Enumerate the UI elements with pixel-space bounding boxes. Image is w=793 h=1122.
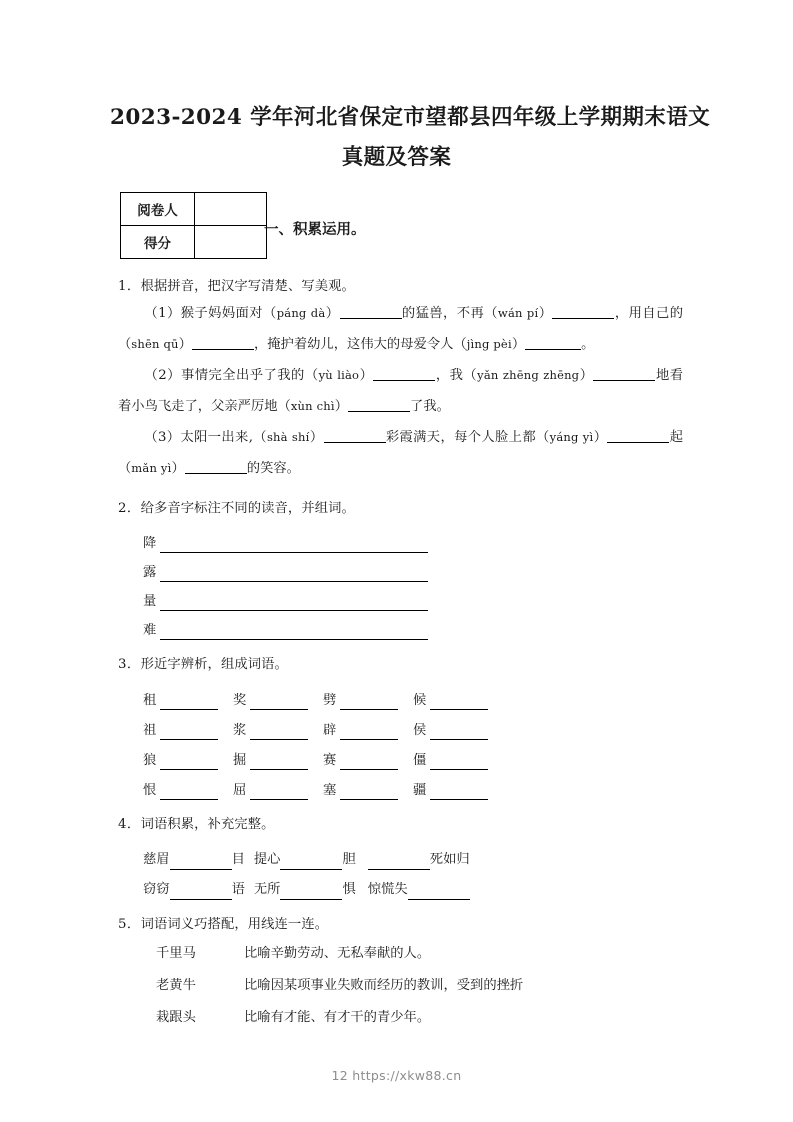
title-line-2: 真题及答案 (341, 145, 452, 170)
pinyin-xunchi: xùn chì (290, 399, 335, 413)
answer-blank[interactable] (250, 694, 308, 710)
answer-blank[interactable] (185, 459, 247, 474)
grid-cell (233, 782, 323, 800)
pinyin-yanzhengzheng: yǎn zhēng zhēng (477, 368, 580, 382)
idiom (368, 850, 470, 870)
item-seg: ，我（ (435, 368, 478, 383)
answer-blank[interactable] (408, 884, 470, 900)
idiom (368, 880, 470, 900)
idiom-after: 惧 (342, 882, 356, 897)
grid-cell (413, 752, 503, 770)
list-item (148, 1006, 683, 1038)
question-3-text: 形近字辨析，组成词语。 (140, 657, 288, 672)
question-4 (118, 814, 683, 900)
idiom (143, 880, 245, 900)
item-seg: ） (359, 368, 374, 383)
title-line-1: 2023-2024 学年河北省保定市望都县四年级上学期期末语文 (110, 105, 710, 130)
item-seg: 太阳一出来,（ (180, 430, 267, 445)
grid-cell (233, 752, 323, 770)
item-seg: ） (334, 399, 349, 414)
question-1-item-1 (118, 298, 683, 360)
idiom-before: 无所 (253, 882, 281, 897)
answer-blank[interactable] (160, 754, 218, 770)
question-1-text: 根据拼音，把汉字写清楚、写美观。 (140, 279, 355, 294)
item-seg: 彩霞满天，每个人脸上都（ (385, 430, 550, 445)
answer-blank[interactable] (160, 624, 428, 640)
polyphonic-char: 难 (143, 623, 157, 638)
answer-blank[interactable] (593, 366, 655, 381)
char: 疆 (413, 783, 427, 798)
char: 塞 (323, 783, 337, 798)
item-seg: 事情完全出乎了我的（ (180, 368, 319, 383)
char: 掘 (233, 753, 247, 768)
table-row (143, 680, 683, 710)
answer-blank[interactable] (552, 304, 614, 319)
answer-blank[interactable] (170, 854, 232, 870)
score-table-row (0, 192, 793, 262)
list-item (118, 611, 683, 640)
answer-blank[interactable] (280, 884, 342, 900)
item-seg: 起（ (118, 430, 683, 476)
question-5-title (118, 914, 683, 936)
item-seg: 的猛兽，不再（ (401, 306, 498, 321)
answer-blank[interactable] (160, 724, 218, 740)
char: 辟 (323, 723, 337, 738)
question-2 (118, 498, 683, 640)
char: 租 (143, 693, 157, 708)
answer-blank[interactable] (340, 304, 402, 319)
item-seg: ，用自己的（ (118, 306, 684, 352)
answer-blank[interactable] (340, 754, 398, 770)
pinyin-pangda: páng dà (276, 306, 326, 320)
char: 劈 (323, 693, 337, 708)
list-item (148, 942, 683, 974)
question-3-number: 3． (118, 657, 141, 672)
score-table (120, 192, 267, 259)
item-seg: ） (511, 337, 526, 352)
answer-blank[interactable] (160, 694, 218, 710)
char: 祖 (143, 723, 157, 738)
list-item (143, 840, 683, 870)
question-1-title (118, 276, 683, 298)
question-1-item-3 (118, 422, 683, 484)
idiom-before: 慈眉 (143, 852, 170, 867)
table-row (143, 740, 683, 770)
pinyin-shenqu: shēn qū (131, 337, 179, 351)
pinyin-jingpei: jìng pèi (466, 337, 512, 351)
question-1 (118, 276, 683, 484)
match-definition[interactable]: 比喻因某项事业失败而经历的教训，受到的挫折 (244, 978, 524, 993)
char: 屈 (233, 783, 247, 798)
list-item (148, 974, 683, 1006)
answer-blank[interactable] (430, 784, 488, 800)
table-row (143, 770, 683, 800)
question-1-number: 1． (118, 279, 141, 294)
list-item (118, 553, 683, 582)
question-5-number: 5． (118, 917, 141, 932)
grader-value[interactable] (195, 193, 267, 226)
grader-label: 阅卷人 (121, 193, 195, 226)
list-item (118, 582, 683, 611)
similar-character-grid (118, 680, 683, 800)
question-3 (118, 654, 683, 800)
idiom-after: 目 (231, 852, 245, 867)
char: 浆 (233, 723, 247, 738)
question-2-text: 给多音字标注不同的读音，并组词。 (140, 501, 355, 516)
answer-blank[interactable] (607, 428, 669, 443)
idiom-rows (118, 840, 683, 900)
item-marker: （2） (144, 368, 181, 383)
answer-blank[interactable] (250, 784, 308, 800)
item-seg: 的笑容。 (246, 461, 300, 476)
answer-blank[interactable] (160, 537, 428, 553)
pinyin-shashi: shà shí (266, 430, 310, 444)
answer-blank[interactable] (430, 754, 488, 770)
answer-blank[interactable] (430, 694, 488, 710)
char: 奖 (233, 693, 247, 708)
char: 候 (413, 693, 427, 708)
grid-cell (143, 752, 233, 770)
grid-cell (413, 692, 503, 710)
item-seg: 地看着小鸟飞走了，父亲严厉地（ (118, 368, 684, 414)
grid-cell (323, 752, 413, 770)
char: 狼 (143, 753, 157, 768)
polyphonic-char: 露 (143, 565, 157, 580)
item-seg: 。 (581, 337, 595, 352)
answer-blank[interactable] (170, 884, 232, 900)
answer-blank[interactable] (324, 428, 386, 443)
grid-cell (143, 722, 233, 740)
idiom-after: 死如归 (429, 852, 470, 867)
pinyin-yuliao: yù liào (318, 368, 360, 382)
answer-blank[interactable] (160, 784, 218, 800)
question-1-item-2 (118, 360, 683, 422)
answer-blank[interactable] (430, 724, 488, 740)
item-marker: （1） (144, 306, 181, 321)
grid-cell (143, 692, 233, 710)
char: 恨 (143, 783, 157, 798)
table-row (143, 710, 683, 740)
item-seg: 猴子妈妈面对（ (180, 306, 277, 321)
item-seg: ） (579, 368, 594, 383)
item-seg: ） (309, 430, 324, 445)
question-3-title (118, 654, 683, 676)
idiom-after: 语 (231, 882, 245, 897)
question-4-title (118, 814, 683, 836)
table-row (121, 226, 267, 259)
question-2-number: 2． (118, 501, 141, 516)
answer-blank[interactable] (373, 366, 435, 381)
table-row (121, 193, 267, 226)
item-marker: （3） (144, 430, 181, 445)
page-title (0, 98, 793, 178)
item-seg: ） (178, 337, 192, 352)
idiom (254, 850, 356, 870)
item-seg: 了我。 (410, 399, 450, 414)
grid-cell (413, 722, 503, 740)
polyphonic-list (118, 524, 683, 640)
grid-cell (323, 692, 413, 710)
pinyin-manyi: mǎn yì (131, 461, 172, 475)
idiom-before: 提心 (253, 852, 281, 867)
answer-blank[interactable] (368, 854, 430, 870)
answer-blank[interactable] (340, 694, 398, 710)
answer-blank[interactable] (160, 566, 428, 582)
idiom (254, 880, 356, 900)
grid-cell (233, 692, 323, 710)
answer-blank[interactable] (250, 754, 308, 770)
item-seg: ） (538, 306, 553, 321)
char: 侯 (413, 723, 427, 738)
answer-blank[interactable] (340, 784, 398, 800)
idiom-after: 胆 (342, 852, 356, 867)
answer-blank[interactable] (340, 724, 398, 740)
answer-blank[interactable] (160, 595, 428, 611)
match-term[interactable]: 千里马 (156, 946, 196, 961)
idiom-before: 惊慌失 (367, 882, 408, 897)
list-item (118, 524, 683, 553)
footer-watermark: 12 https://xkw88.cn (331, 1068, 462, 1083)
match-term[interactable]: 栽跟头 (156, 1010, 196, 1025)
grid-cell (233, 722, 323, 740)
grid-cell (413, 782, 503, 800)
item-seg: ） (325, 306, 340, 321)
question-5 (118, 914, 683, 1038)
polyphonic-char: 量 (143, 594, 157, 609)
answer-blank[interactable] (250, 724, 308, 740)
polyphonic-char: 降 (143, 536, 157, 551)
answer-blank[interactable] (525, 335, 581, 350)
answer-blank[interactable] (348, 397, 410, 412)
answer-blank[interactable] (192, 335, 254, 350)
item-seg: ） (171, 461, 185, 476)
item-seg: ，掩护着幼儿，这伟大的母爱令人（ (253, 337, 467, 352)
idiom (143, 850, 245, 870)
char: 僵 (413, 753, 427, 768)
score-value[interactable] (195, 226, 267, 259)
grid-cell (143, 782, 233, 800)
pinyin-wanpi: wán pí (497, 306, 539, 320)
question-4-number: 4． (118, 817, 141, 832)
question-4-text: 词语积累，补充完整。 (140, 817, 275, 832)
item-seg: ） (593, 430, 608, 445)
match-term[interactable]: 老黄牛 (156, 978, 196, 993)
question-5-text: 词语词义巧搭配，用线连一连。 (140, 917, 329, 932)
section-heading: 一、积累运用。 (264, 221, 366, 238)
match-definition[interactable]: 比喻辛勤劳动、无私奉献的人。 (244, 946, 431, 961)
pinyin-yangyi: yáng yì (549, 430, 594, 444)
list-item (143, 870, 683, 900)
score-label: 得分 (121, 226, 195, 259)
idiom-before: 窃窃 (143, 882, 170, 897)
answer-blank[interactable] (280, 854, 342, 870)
grid-cell (323, 782, 413, 800)
match-definition[interactable]: 比喻有才能、有才干的青少年。 (244, 1010, 431, 1025)
grid-cell (323, 722, 413, 740)
matching-exercise (118, 942, 683, 1038)
char: 赛 (323, 753, 337, 768)
question-2-title (118, 498, 683, 520)
